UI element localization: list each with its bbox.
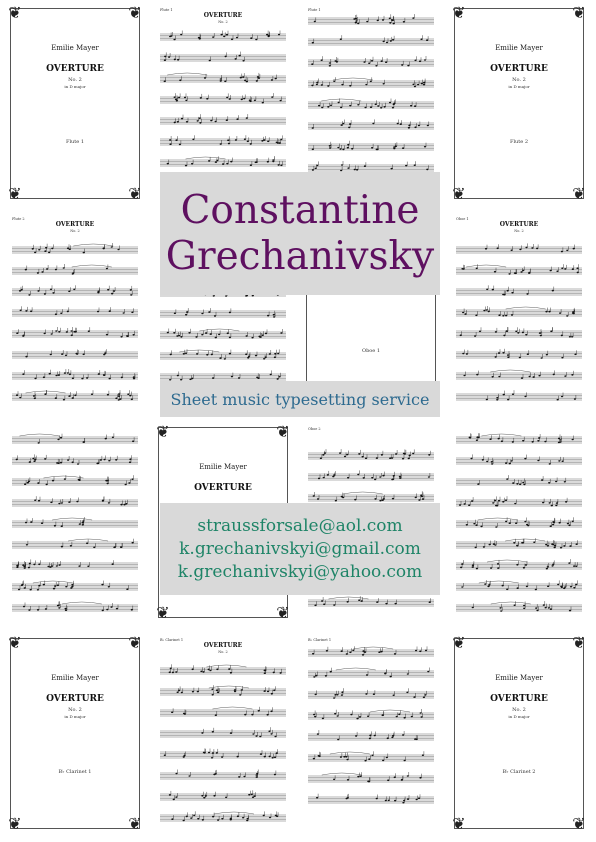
cover-key: in D major bbox=[508, 84, 530, 89]
staff-lines bbox=[450, 213, 588, 412]
ornament-icon: ❦ bbox=[8, 814, 22, 833]
score-page bbox=[6, 213, 144, 412]
score-page bbox=[154, 634, 292, 833]
score-page bbox=[450, 213, 588, 412]
cover-composer: Emilie Mayer bbox=[199, 463, 247, 471]
cover-page-flute-1 bbox=[6, 4, 144, 203]
cover-composer: Emilie Mayer bbox=[51, 674, 99, 682]
cover-number: No. 2 bbox=[68, 77, 82, 83]
cover-instrument: B♭ Clarinet 1 bbox=[58, 769, 92, 775]
service-text: Sheet music typesetting service bbox=[170, 389, 430, 409]
ornament-icon: ❦ bbox=[156, 423, 170, 441]
cover-number: No. 2 bbox=[512, 707, 526, 713]
staff-lines bbox=[154, 634, 292, 833]
cover-composer: Emilie Mayer bbox=[51, 44, 99, 52]
ornament-icon: ❦ bbox=[452, 184, 466, 203]
ornament-icon: ❦ bbox=[452, 634, 466, 652]
ornament-icon: ❦ bbox=[128, 634, 142, 652]
score-title: OVERTURE bbox=[203, 12, 243, 19]
cover-number: No. 2 bbox=[68, 707, 82, 713]
ornament-icon: ❦ bbox=[8, 634, 22, 652]
cover-instrument: B♭ Clarinet 2 bbox=[502, 769, 536, 775]
score-title: OVERTURE bbox=[499, 221, 539, 228]
part-label: Oboe 2 bbox=[308, 427, 321, 431]
score-number: No. 2 bbox=[218, 650, 228, 654]
part-label: Flute 1 bbox=[160, 8, 173, 12]
ornament-icon: ❦ bbox=[276, 603, 290, 622]
email-link[interactable]: straussforsale@aol.com bbox=[197, 515, 403, 536]
score-title: OVERTURE bbox=[203, 642, 243, 649]
ornament-icon: ❦ bbox=[8, 4, 22, 22]
cover-composer: Emilie Mayer bbox=[495, 44, 543, 52]
score-number: No. 2 bbox=[70, 229, 80, 233]
cover-page-clarinet-1 bbox=[6, 634, 144, 833]
ornament-icon: ❦ bbox=[8, 184, 22, 203]
ornament-icon: ❦ bbox=[128, 184, 142, 203]
score-title: OVERTURE bbox=[55, 221, 95, 228]
ornament-icon: ❦ bbox=[572, 814, 586, 833]
cover-number: No. 2 bbox=[512, 77, 526, 83]
cover-title: OVERTURE bbox=[46, 694, 104, 704]
cover-composer: Emilie Mayer bbox=[495, 674, 543, 682]
part-label: Flute 2 bbox=[12, 217, 25, 221]
score-page bbox=[450, 423, 588, 622]
part-label: Oboe 1 bbox=[456, 217, 469, 221]
part-label: B♭ Clarinet 1 bbox=[160, 638, 184, 642]
cover-title: OVERTURE bbox=[490, 64, 548, 74]
cover-instrument: Oboe 1 bbox=[361, 348, 381, 354]
score-number: No. 2 bbox=[218, 20, 228, 24]
ornament-icon: ❦ bbox=[572, 634, 586, 652]
ornament-icon: ❦ bbox=[156, 603, 170, 622]
cover-instrument: Flute 1 bbox=[65, 139, 85, 145]
part-label: B♭ Clarinet 1 bbox=[308, 638, 332, 642]
ornament-icon: ❦ bbox=[572, 184, 586, 203]
service-banner bbox=[160, 381, 440, 417]
score-page bbox=[6, 423, 144, 622]
name-line-2: Grechanivsky bbox=[165, 233, 435, 279]
ornament-icon: ❦ bbox=[276, 423, 290, 441]
staff-lines bbox=[6, 213, 144, 412]
cover-page-clarinet-2 bbox=[450, 634, 588, 833]
email-link[interactable]: k.grechanivskyi@yahoo.com bbox=[177, 561, 423, 582]
cover-key: in D major bbox=[508, 714, 530, 719]
cover-title: OVERTURE bbox=[194, 483, 252, 493]
cover-title: OVERTURE bbox=[46, 64, 104, 74]
cover-instrument: Flute 2 bbox=[509, 139, 529, 145]
part-label: Flute 1 bbox=[308, 8, 321, 12]
staff-lines bbox=[302, 634, 440, 833]
cover-page-flute-2 bbox=[450, 4, 588, 203]
staff-lines bbox=[6, 423, 144, 622]
ornament-icon: ❦ bbox=[452, 814, 466, 833]
email-link[interactable]: k.grechanivskyi@gmail.com bbox=[179, 538, 421, 559]
staff-lines bbox=[450, 423, 588, 622]
ornament-icon: ❦ bbox=[452, 4, 466, 22]
score-page bbox=[302, 634, 440, 833]
cover-title: OVERTURE bbox=[490, 694, 548, 704]
ornament-icon: ❦ bbox=[128, 814, 142, 833]
name-line-1: Constantine bbox=[180, 187, 420, 233]
ornament-icon: ❦ bbox=[572, 4, 586, 22]
ornament-icon: ❦ bbox=[128, 4, 142, 22]
contact-banner bbox=[160, 503, 440, 595]
cover-key: in D major bbox=[64, 714, 86, 719]
cover-key: in D major bbox=[64, 84, 86, 89]
name-banner bbox=[160, 172, 440, 295]
score-number: No. 2 bbox=[514, 229, 524, 233]
